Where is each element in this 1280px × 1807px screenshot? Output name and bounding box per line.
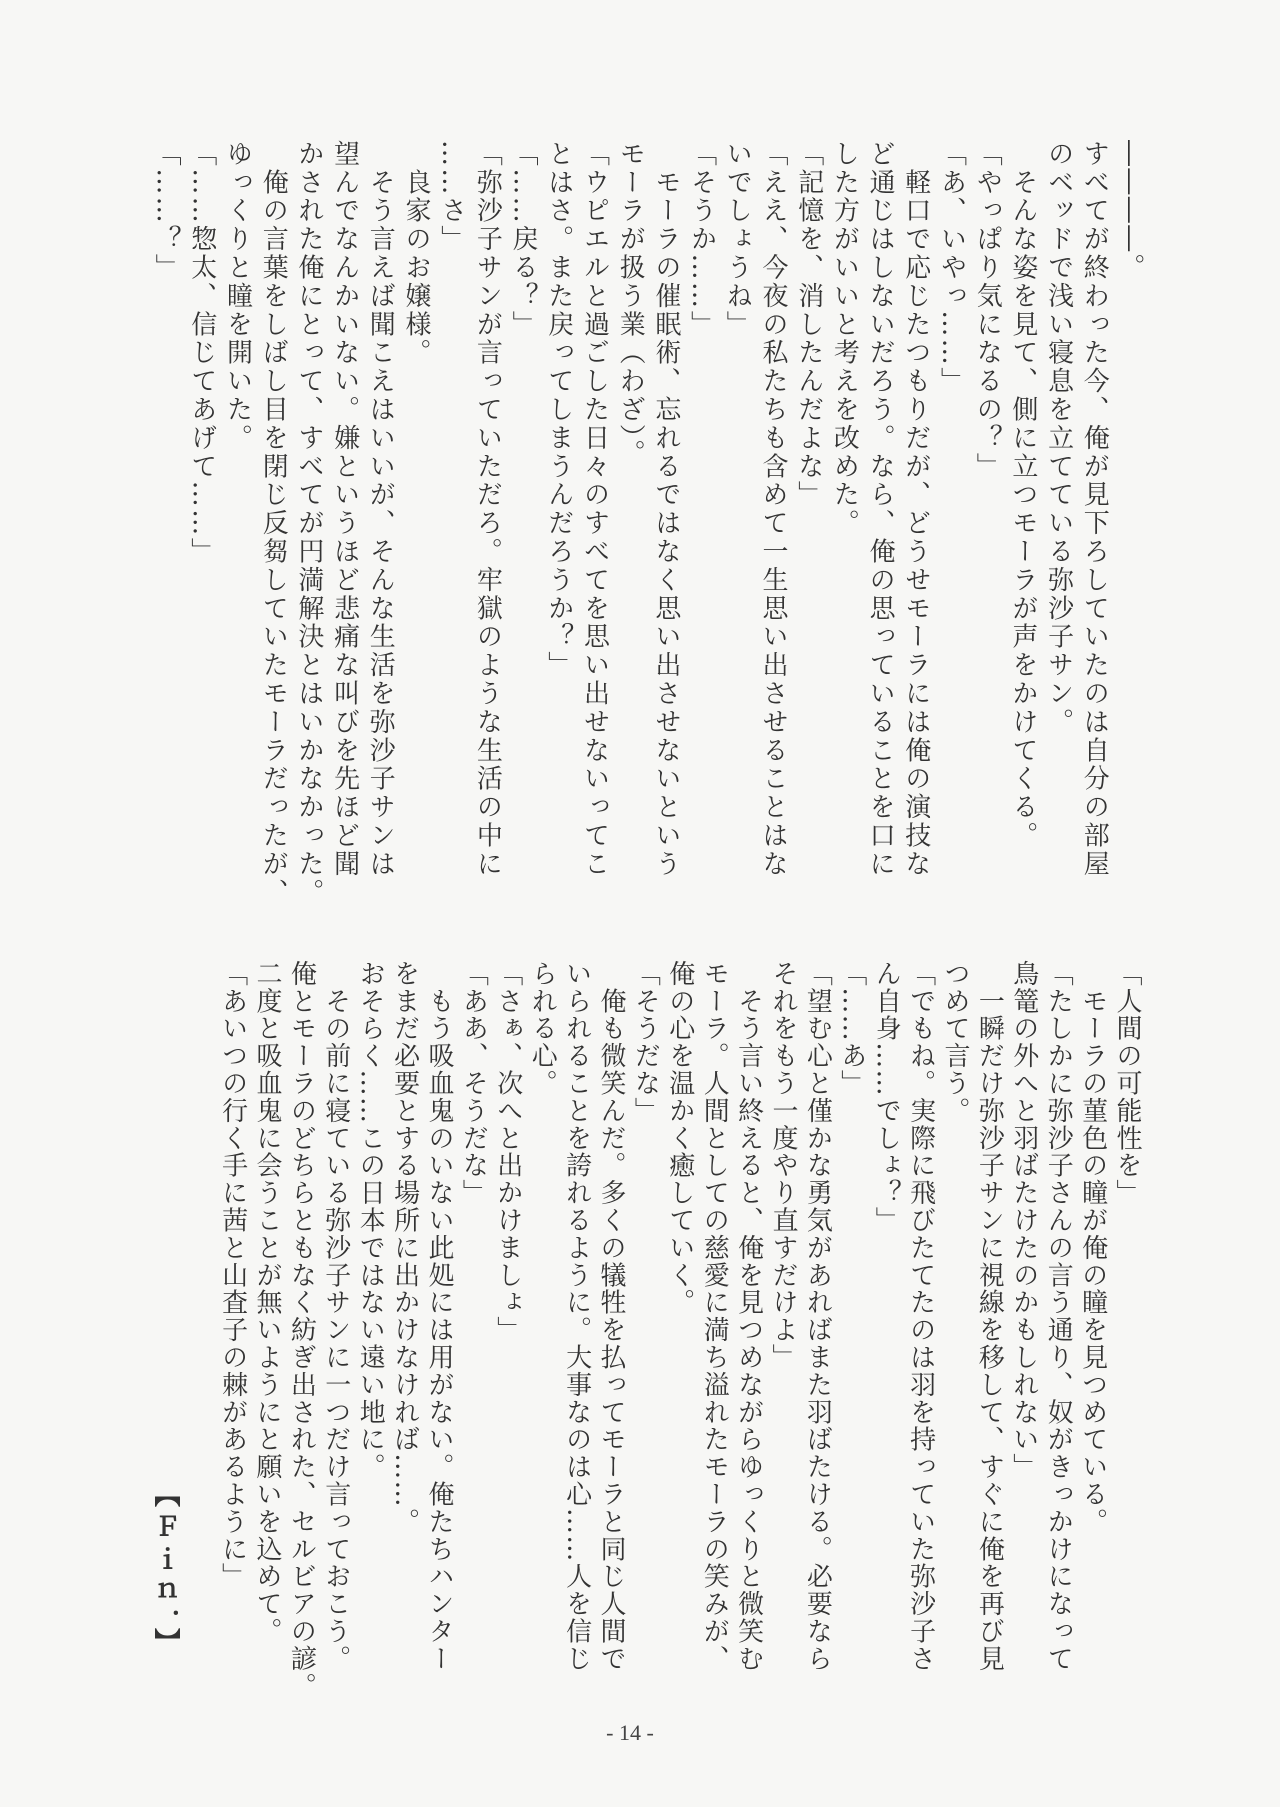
text-column: モーラの菫色の瞳が俺の瞳を見つめている。: [1077, 960, 1108, 1536]
text-column: もう吸血鬼のいない此処には用がない。俺たちハンター: [424, 960, 454, 1673]
text-column: それをもう一度やり直すだけよ」: [768, 960, 798, 1371]
text-column: おそらく……この日本ではない遠い地に。: [355, 960, 386, 1481]
text-column: した方がいいと考えを改めた。: [829, 140, 860, 538]
text-column: 「望む心と僅かな勇気があればまた羽ばたける。必要なら: [802, 960, 833, 1673]
text-column: をまだ必要とする場所に出かけなければ……。: [389, 960, 420, 1536]
text-column: ……さ」: [436, 140, 467, 254]
text-column: 「人間の可能性を」: [1112, 960, 1142, 1207]
text-column: 「あ、いやっ……」: [936, 140, 967, 396]
text-column: 「たしかに弥沙子さんの言う通り、奴がきっかけになって: [1043, 960, 1074, 1673]
text-column: 俺も微笑んだ。多くの犠牲を払ってモーラと同じ人間で: [596, 960, 626, 1673]
text-column: 「やっぱり気になるの？」: [972, 140, 1003, 481]
text-column: 「ああ、そうだな」: [458, 960, 489, 1207]
text-column: 「ウピエルと過ごした日々のすべてを思い出せないってこ: [579, 140, 610, 879]
text-column: 「……？」: [151, 140, 182, 282]
text-column: モーラの催眠術、忘れるではなく思い出させないという: [650, 140, 681, 879]
text-column: そんな姿を見て、側に立つモーラが声をかけてくる。: [1007, 140, 1038, 850]
text-column: そう言い終えると、俺を見つめながらゆっくりと微笑む: [733, 960, 764, 1673]
text-column: そう言えば聞こえはいいが、そんな生活を弥沙子サンは: [365, 140, 396, 879]
text-column: 「あいつの行く手に茜と山査子の棘があるように」: [217, 960, 248, 1591]
text-column: 「記憶を、消したんだよな」: [793, 140, 824, 510]
text-column: 「……惣太、信じてあげて……」: [186, 140, 217, 566]
text-column: ――――。: [1115, 140, 1145, 282]
text-column: 「さぁ、次へと出かけましょ」: [492, 960, 523, 1344]
text-column: られる心。: [527, 960, 558, 1097]
text-column: 俺とモーラのどちらともなく紡ぎ出された、セルビアの諺。: [286, 960, 317, 1700]
text-column: ん自身……でしょ？」: [871, 960, 902, 1234]
text-column: 俺の心を温かく癒していく。: [664, 960, 695, 1317]
text-column: 一瞬だけ弥沙子サンに視線を移して、すぐに俺を再び見: [974, 960, 1005, 1673]
text-column: 俺の言葉をしばし目を閉じ反芻していたモーラだったが、: [258, 140, 289, 907]
text-column: とはさ。また戻ってしまうんだろうか？」: [543, 140, 574, 680]
text-column: 二度と吸血鬼に会うことが無いようにと願いを込めて。: [252, 960, 282, 1645]
text-column: すべてが終わった今、俺が見下ろしていたのは自分の部屋: [1079, 140, 1110, 879]
text-column: 「……あ」: [836, 960, 867, 1097]
text-column: つめて言う。: [940, 960, 970, 1125]
end-mark: 【Ｆｉｎ．】: [150, 1481, 180, 1660]
text-column: その前に寝ている弥沙子サンに一つだけ言っておこう。: [320, 960, 351, 1673]
text-column: 「……戻る？」: [508, 140, 539, 339]
text-column: 「でもね。実際に飛びたてたのは羽を持っていた弥沙子さ: [905, 960, 936, 1673]
text-column: 「そうか……」: [686, 140, 717, 339]
text-column: 「弥沙子サンが言っていただろ。牢獄のような生活の中に: [472, 140, 503, 879]
text-column: ゆっくりと瞳を開いた。: [222, 140, 253, 453]
text-column: いでしょうね」: [722, 140, 753, 339]
text-column: 望んでなんかいない。嫌というほど悲痛な叫びを先ほど聞: [329, 140, 360, 879]
text-column: かされた俺にとって、すべてが円満解決とはいかなかった。: [293, 140, 324, 907]
text-column: モーラが扱う業（わざ）。: [615, 140, 646, 468]
text-column: モーラ。人間としての慈愛に満ち溢れたモーラの笑みが、: [699, 960, 730, 1673]
text-column: いられることを誇れるように。大事なのは心……人を信じ: [561, 960, 592, 1673]
text-column: 軽口で応じたつもりだが、どうせモーラには俺の演技な: [900, 140, 931, 879]
text-column: 「ええ、今夜の私たちも含めて一生思い出させることはな: [758, 140, 788, 879]
text-column: 「そうだな」: [630, 960, 661, 1125]
text-column: のベッドで浅い寝息を立てている弥沙子サン。: [1043, 140, 1074, 737]
text-column: 鳥篭の外へと羽ばたけたのかもしれない」: [1008, 960, 1039, 1481]
page-number: - 14 -: [606, 1720, 654, 1745]
text-column: ど通じはしないだろう。なら、俺の思っていることを口に: [865, 140, 896, 879]
text-column: 良家のお嬢様。: [401, 140, 431, 368]
